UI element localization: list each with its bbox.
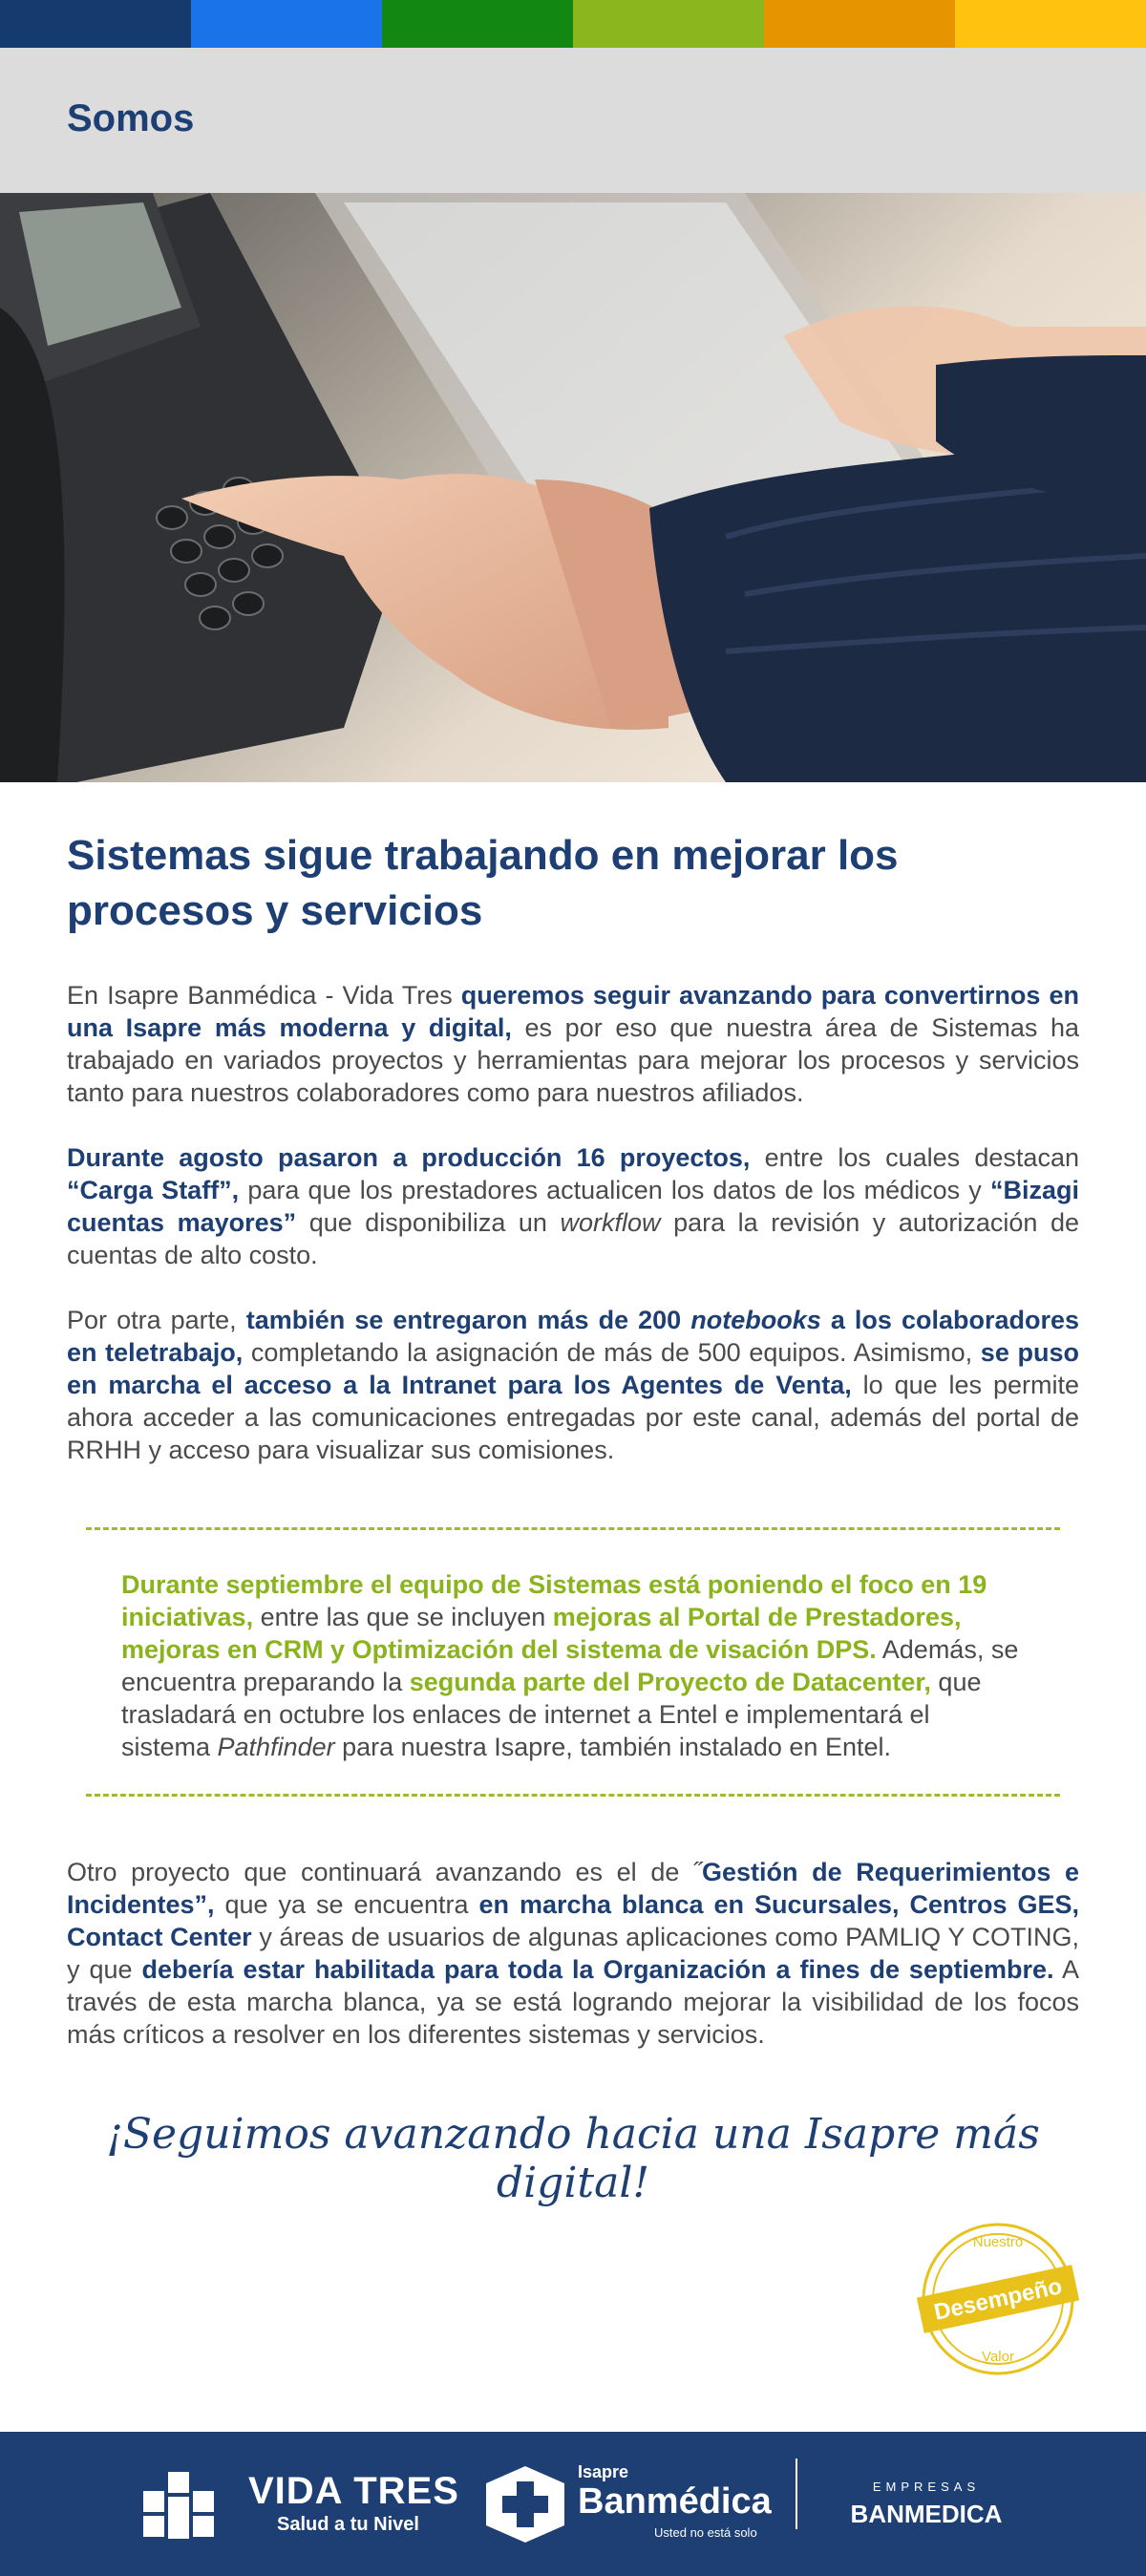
stripe-lime bbox=[573, 0, 764, 48]
empresas-banmedica-logo bbox=[840, 2480, 1012, 2537]
footer-divider bbox=[796, 2459, 797, 2529]
stripe-yellow bbox=[955, 0, 1146, 48]
stripe-dark-blue bbox=[0, 0, 191, 48]
italic-span: Pathfinder bbox=[217, 1733, 335, 1761]
text-span: entre los cuales destacan bbox=[750, 1143, 1079, 1172]
text-span: Por otra parte, bbox=[67, 1306, 246, 1334]
seal-top-text: Nuestro bbox=[972, 2234, 1024, 2250]
phone-and-hand-illustration bbox=[0, 193, 1146, 782]
banmedica-name: Banmédica bbox=[578, 2481, 772, 2522]
paragraph-august bbox=[67, 1141, 1079, 1271]
article-body bbox=[0, 828, 1146, 2207]
highlight-span: a los colaboradores en teletrabajo, bbox=[67, 1306, 1080, 1367]
text-span: En Isapre Banmédica - Vida Tres bbox=[67, 981, 461, 1010]
highlight-span: queremos seguir avanzando para convertirnos en una Isapre más moderna y digital, bbox=[67, 981, 1079, 1042]
seal-bottom-text: Valor bbox=[982, 2349, 1014, 2365]
text-span: que trasladará en octubre los enlaces de internet a Entel e implementará el sistema bbox=[121, 1668, 982, 1761]
seal-middle-text: Desempeño bbox=[931, 2273, 1065, 2326]
article-title: Sistemas sigue trabajando en mejorar los procesos y servicios bbox=[67, 832, 899, 934]
banmedica-tagline: Usted no está solo bbox=[654, 2525, 757, 2540]
paragraph-incidents bbox=[67, 1856, 1079, 2051]
green-highlight-span: segunda parte del Proyecto de Datacenter, bbox=[409, 1668, 931, 1696]
stripe-green bbox=[382, 0, 573, 48]
italic-highlight-span: notebooks bbox=[690, 1306, 821, 1334]
text-span: es por eso que nuestra área de Sistemas ha trabajado en variados proyectos y herramientas para mejorar los procesos y servicios tanto para nuestros colaboradores como para nuestros afiliados. bbox=[67, 1013, 1080, 1107]
paragraph-notebooks bbox=[67, 1304, 1079, 1466]
italic-span: workflow bbox=[560, 1208, 661, 1237]
hero-image bbox=[0, 193, 1146, 782]
closing-slogan: ¡Seguimos avanzando hacia una Isapre más digital! bbox=[106, 2110, 1040, 2207]
september-highlight-box bbox=[67, 1530, 1079, 1794]
banmedica-small-label: Isapre bbox=[578, 2462, 629, 2481]
text-span: lo que les permite ahora acceder a las comunicaciones entregadas por este canal, además del portal de RRHH y acceso para visualizar sus comisiones. bbox=[67, 1371, 1079, 1464]
section-title: Somos bbox=[67, 97, 195, 139]
highlight-span: “Carga Staff”, bbox=[67, 1176, 240, 1204]
text-span: para la revisión y autorización de cuentas de alto costo. bbox=[67, 1208, 1079, 1269]
vidatres-cross-icon bbox=[143, 2472, 239, 2539]
text-span: entre las que se incluyen bbox=[253, 1603, 553, 1631]
empresas-label: EMPRESAS bbox=[872, 2480, 981, 2494]
paragraph-september bbox=[121, 1568, 1025, 1763]
highlight-span: “Bizagi cuentas mayores” bbox=[67, 1176, 1079, 1237]
vidatres-logo bbox=[143, 2464, 458, 2541]
empresas-name: BANMEDICA bbox=[850, 2500, 1003, 2528]
text-span: para nuestra Isapre, también instalado en Entel. bbox=[334, 1733, 891, 1761]
text-span: Además, se encuentra preparando la bbox=[121, 1635, 1019, 1696]
text-span: A través de esta marcha blanca, ya se está logrando mejorar la visibilidad de los focos más críticos a resolver en los diferentes sistemas y servicios. bbox=[67, 1955, 1079, 2049]
text-span: que ya se encuentra bbox=[214, 1890, 479, 1919]
highlight-span: debería estar habilitada para toda la Organización a fines de septiembre. bbox=[141, 1955, 1054, 1984]
highlight-span: Gestión de Requerimientos e Incidentes”, bbox=[67, 1858, 1079, 1919]
highlight-span: Durante agosto pasaron a producción 16 proyectos, bbox=[67, 1143, 751, 1172]
stripe-orange bbox=[764, 0, 955, 48]
green-highlight-span: mejoras al Portal de Prestadores, mejoras en CRM y Optimización del sistema de visación DPS. bbox=[121, 1603, 962, 1664]
vidatres-tagline: Salud a tu Nivel bbox=[277, 2514, 419, 2535]
text-span: que disponibiliza un bbox=[296, 1208, 561, 1237]
banmedica-logo bbox=[482, 2459, 772, 2549]
footer bbox=[0, 2432, 1146, 2576]
text-span: Otro proyecto que continuará avanzando es el de ˝ bbox=[67, 1858, 702, 1886]
highlight-span: también se entregaron más de 200 bbox=[245, 1306, 691, 1334]
text-span: completando la asignación de más de 500 equipos. Asimismo, bbox=[243, 1338, 981, 1367]
highlight-span: se puso en marcha el acceso a la Intranet para los Agentes de Venta, bbox=[67, 1338, 1079, 1399]
color-stripe-bar bbox=[0, 0, 1146, 48]
stripe-blue bbox=[191, 0, 382, 48]
nuestro-desempeno-seal bbox=[917, 2218, 1079, 2380]
section-header bbox=[0, 48, 1146, 193]
highlight-span: en marcha blanca en Sucursales, Centros GES, Contact Center bbox=[67, 1890, 1079, 1951]
paragraph-intro bbox=[67, 979, 1079, 1109]
green-highlight-span: Durante septiembre el equipo de Sistemas está poniendo el foco en 19 iniciativas, bbox=[121, 1570, 987, 1631]
text-span: y áreas de usuarios de algunas aplicaciones como PAMLIQ Y COTING, y que bbox=[67, 1923, 1080, 1984]
vidatres-name: VIDA TRES bbox=[248, 2470, 459, 2512]
text-span: para que los prestadores actualicen los datos de los médicos y bbox=[239, 1176, 990, 1204]
banmedica-shield-icon bbox=[482, 2464, 568, 2544]
